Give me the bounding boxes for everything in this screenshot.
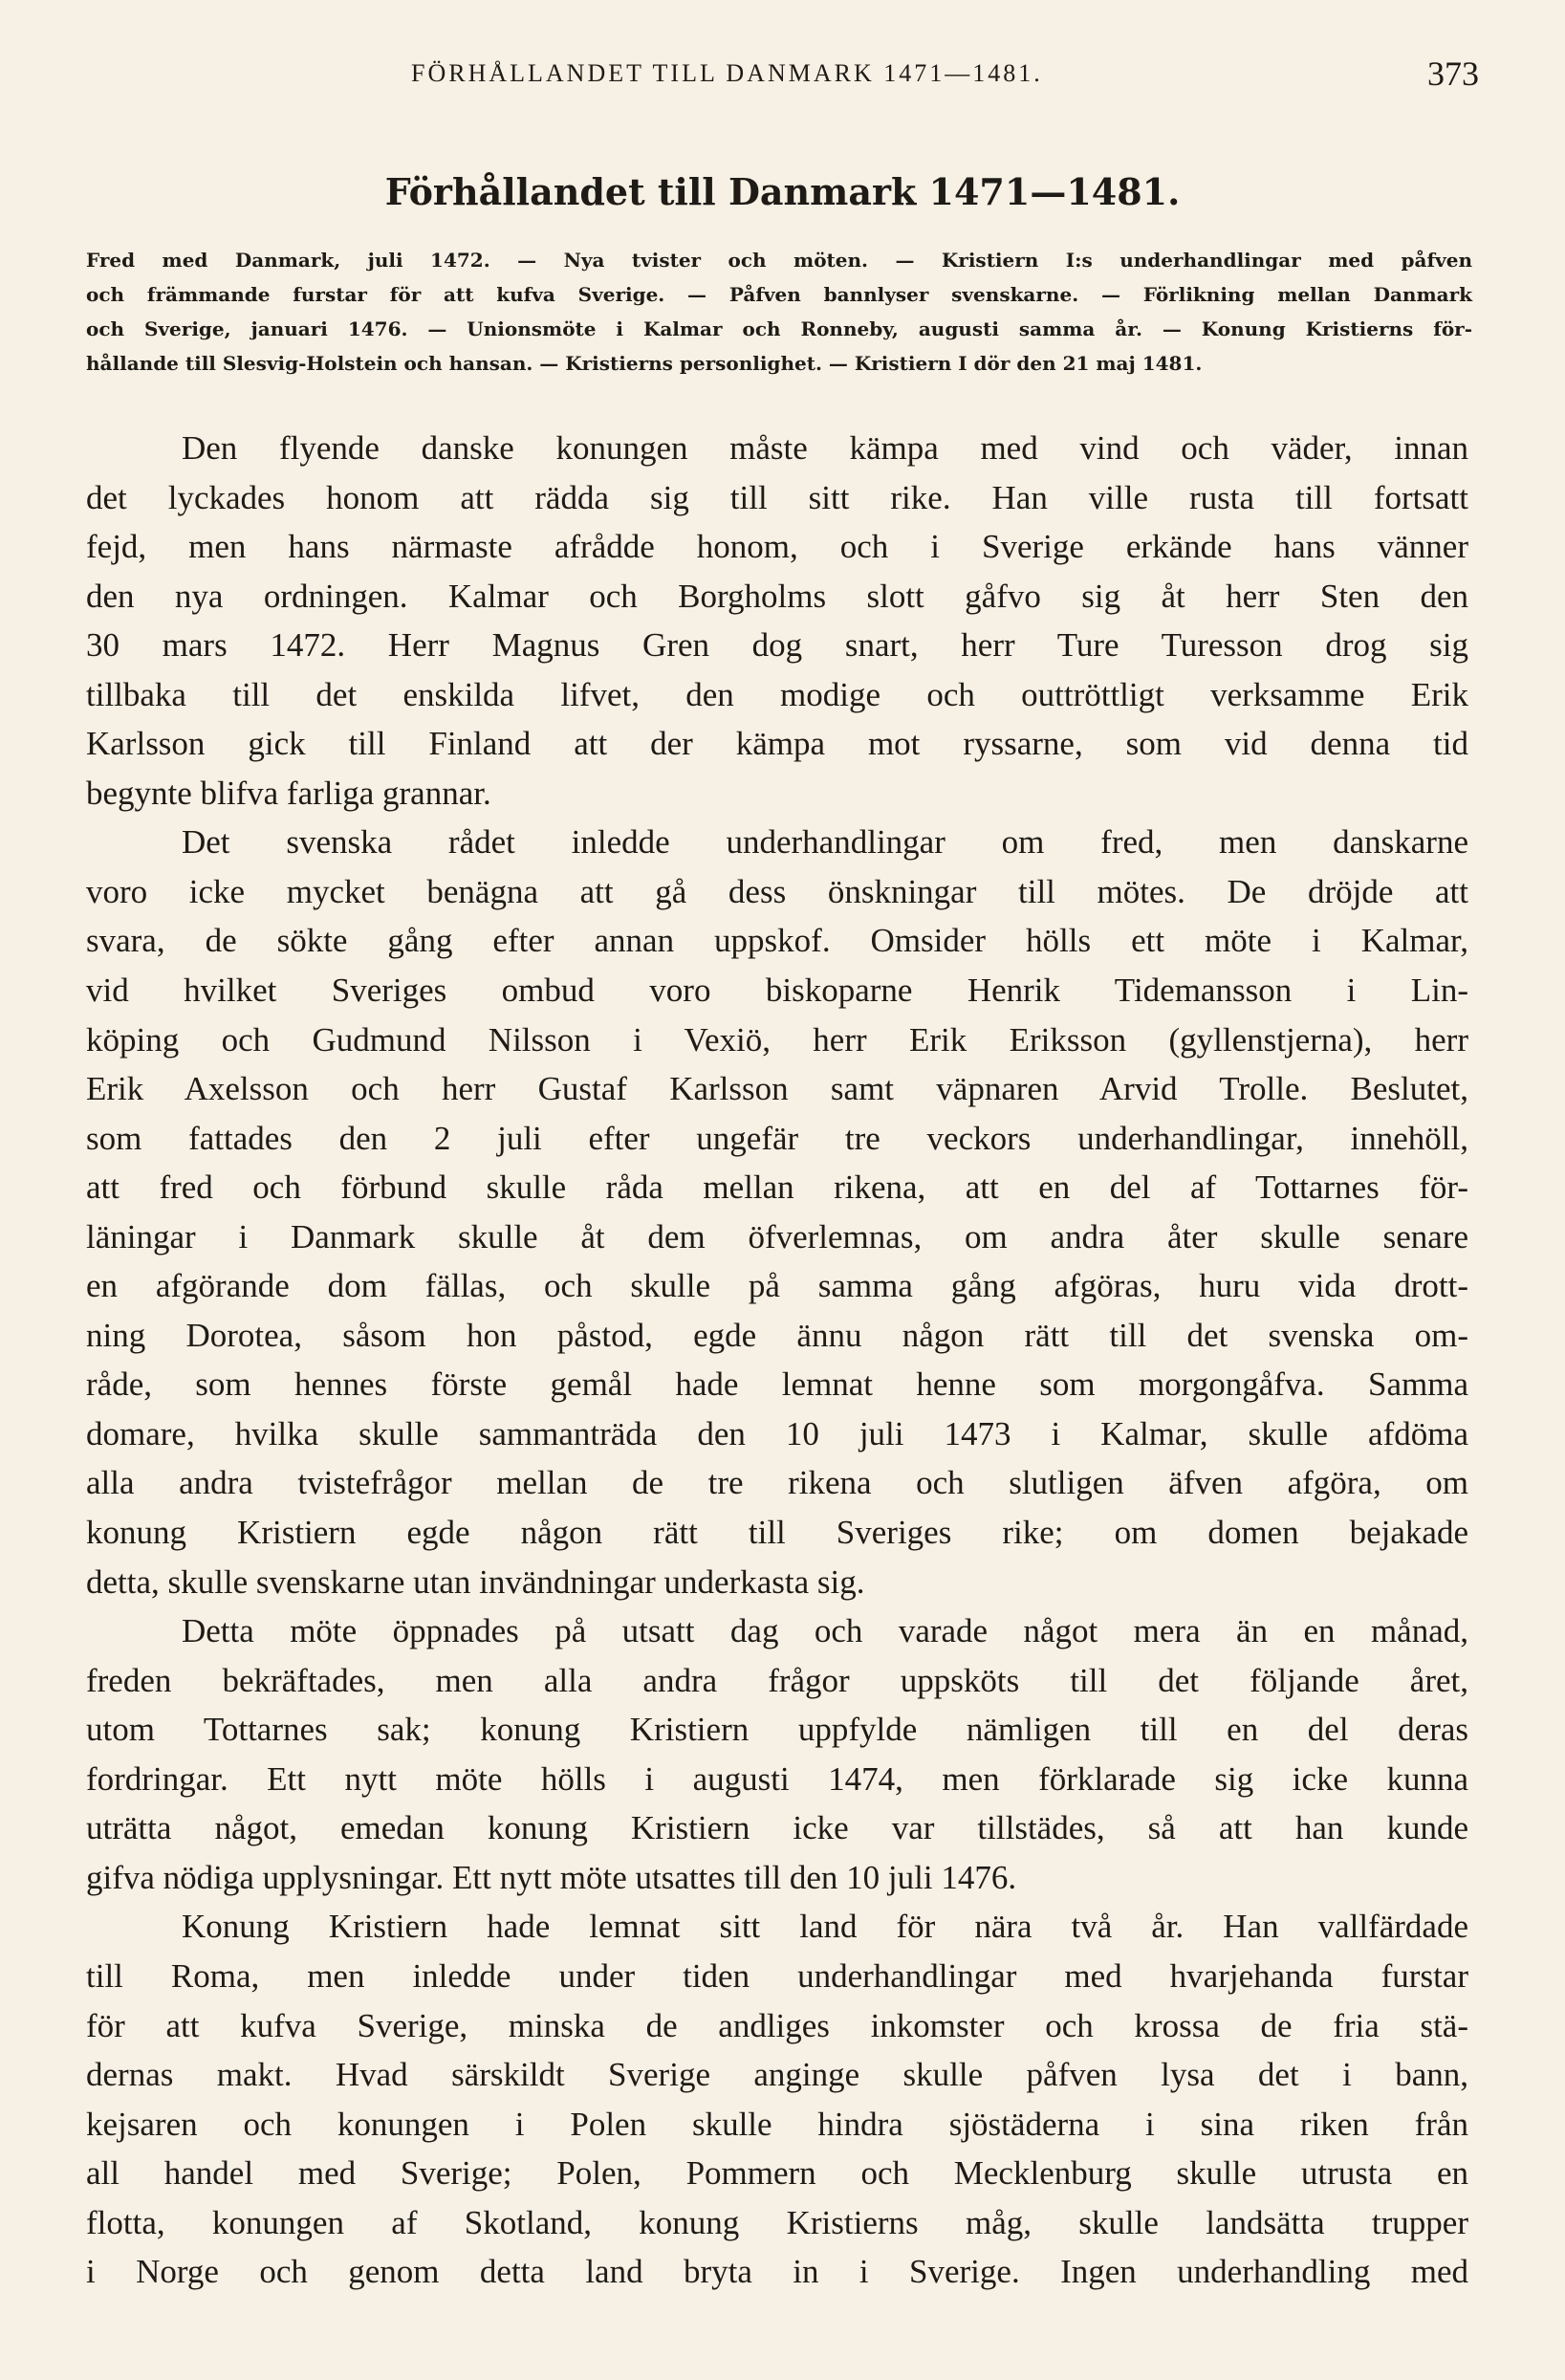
text-line: Konung Kristiern hade lemnat sitt land för nära två år. Han vallfärdade <box>182 1908 1468 1946</box>
text-line: Karlsson gick till Finland att der kämpa mot ryssarne, som vid denna tid <box>86 725 1468 763</box>
text-line: det lyckades honom att rädda sig till sitt rike. Han ville rusta till fortsatt <box>86 478 1468 516</box>
text-line: flotta, konungen af Skotland, konung Kristierns måg, skulle landsätta trupper <box>86 2203 1468 2241</box>
text-line: freden bekräftades, men alla andra frågor uppsköts till det följande året, <box>86 1661 1468 1699</box>
text-line: Detta möte öppnades på utsatt dag och varade något mera än en månad, <box>182 1612 1468 1650</box>
text-line: att fred och förbund skulle råda mellan rikena, att en del af Tottarnes för- <box>86 1168 1468 1207</box>
summary-line: och Sverige, januari 1476. — Unionsmöte i Kalmar och Ronneby, augusti samma år. — Konung Kristierns för- <box>86 317 1472 340</box>
text-line: kejsaren och konungen i Polen skulle hindra sjöstäderna i sina riken från <box>86 2105 1468 2143</box>
text-line: till Roma, men inledde under tiden underhandlingar med hvarjehanda furstar <box>86 1956 1468 1995</box>
summary-line: och främmande furstar för att kufva Sverige. — Påfven bannlyser svenskarne. — Förlikning mellan Danmark <box>86 283 1472 306</box>
text-line: gifva nödiga upplysningar. Ett nytt möte utsattes till den 10 juli 1476. <box>86 1858 1017 1896</box>
running-head: FÖRHÅLLANDET TILL DANMARK 1471—1481. <box>411 59 1043 87</box>
text-line: konung Kristiern egde någon rätt till Sveriges rike; om domen bejakade <box>86 1514 1468 1552</box>
text-line: vid hvilket Sveriges ombud voro biskoparne Henrik Tidemansson i Lin- <box>86 972 1468 1010</box>
text-line: fejd, men hans närmaste afrådde honom, och i Sverige erkände hans vänner <box>86 528 1468 566</box>
text-line: ning Dorotea, såsom hon påstod, egde ännu någon rätt till det svenska om- <box>86 1316 1468 1354</box>
text-line: köping och Gudmund Nilsson i Vexiö, herr Erik Eriksson (gyllenstjerna), herr <box>86 1020 1468 1059</box>
text-line: 30 mars 1472. Herr Magnus Gren dog snart, herr Ture Turesson drog sig <box>86 626 1468 665</box>
text-line: som fattades den 2 juli efter ungefär tre veckors underhandlingar, innehöll, <box>86 1119 1468 1157</box>
text-line: Erik Axelsson och herr Gustaf Karlsson samt väpnaren Arvid Trolle. Beslutet, <box>86 1070 1468 1108</box>
text-line: den nya ordningen. Kalmar och Borgholms slott gåfvo sig åt herr Sten den <box>86 577 1468 615</box>
text-line: fordringar. Ett nytt möte hölls i augusti 1474, men förklarade sig icke kunna <box>86 1759 1468 1798</box>
summary-line: hållande till Slesvig-Holstein och hansan. — Kristierns personlighet. — Kristiern I dör den 21 maj 1481. <box>86 352 1203 375</box>
text-line: en afgörande dom fällas, och skulle på samma gång afgöras, huru vida drott- <box>86 1267 1468 1305</box>
summary-line: Fred med Danmark, juli 1472. — Nya tvister och möten. — Kristiern I:s underhandlingar med påfven <box>86 249 1472 272</box>
text-line: råde, som hennes förste gemål hade lemnat henne som morgongåfva. Samma <box>86 1365 1468 1404</box>
text-line: domare, hvilka skulle sammanträda den 10 juli 1473 i Kalmar, skulle afdöma <box>86 1414 1468 1452</box>
text-line: detta, skulle svenskarne utan invändningar underkasta sig. <box>86 1562 865 1601</box>
chapter-summary <box>86 243 1472 381</box>
text-line: svara, de sökte gång efter annan uppskof. Omsider hölls ett möte i Kalmar, <box>86 922 1468 960</box>
text-line: tillbaka till det enskilda lifvet, den modige och outtröttligt verksamme Erik <box>86 675 1468 713</box>
text-line: läningar i Danmark skulle åt dem öfverlemnas, om andra åter skulle senare <box>86 1217 1468 1256</box>
text-line: uträtta något, emedan konung Kristiern icke var tillstädes, så att han kunde <box>86 1809 1468 1847</box>
text-line: i Norge och genom detta land bryta in i Sverige. Ingen underhandling med <box>86 2253 1468 2291</box>
text-line: voro icke mycket benägna att gå dess önskningar till mötes. De dröjde att <box>86 872 1468 910</box>
text-line: all handel med Sverige; Polen, Pommern och Mecklenburg skulle utrusta en <box>86 2154 1468 2193</box>
text-line: utom Tottarnes sak; konung Kristiern uppfylde nämligen till en del deras <box>86 1711 1468 1749</box>
text-line: dernas makt. Hvad särskildt Sverige anginge skulle påfven lysa det i bann, <box>86 2056 1468 2094</box>
page-number: 373 <box>1427 55 1479 93</box>
text-line: för att kufva Sverige, minska de andliges inkomster och krossa de fria stä- <box>86 2006 1468 2044</box>
text-line: begynte blifva farliga grannar. <box>86 774 491 812</box>
text-line: alla andra tvistefrågor mellan de tre rikena och slutligen äfven afgöra, om <box>86 1464 1468 1502</box>
chapter-title: Förhållandet till Danmark 1471—1481. <box>384 170 1181 213</box>
body-text <box>86 424 1468 2297</box>
text-line: Det svenska rådet inledde underhandlingar om fred, men danskarne <box>182 823 1468 862</box>
text-line: Den flyende danske konungen måste kämpa med vind och väder, innan <box>182 429 1468 467</box>
